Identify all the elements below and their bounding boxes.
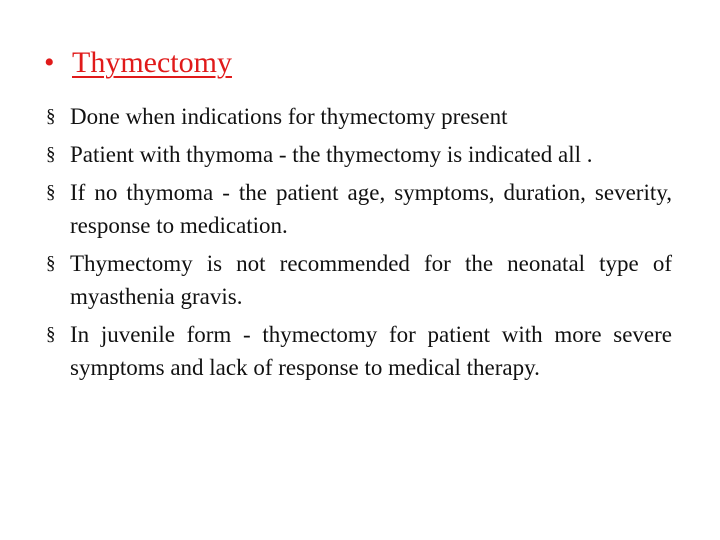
list-item-text: In juvenile form - thymectomy for patient with more severe symptoms and lack of response to medical therapy.: [70, 322, 672, 380]
list-item: [44, 247, 672, 313]
bullet-list: [44, 100, 672, 389]
list-item-text: Thymectomy is not recommended for the neonatal type of myasthenia gravis.: [70, 251, 672, 309]
slide-heading: [44, 44, 232, 82]
list-item: [44, 138, 672, 171]
list-item-text: Done when indications for thymectomy present: [70, 104, 508, 129]
list-item: [44, 100, 672, 133]
square-bullet-icon: §: [46, 144, 56, 165]
square-bullet-icon: §: [46, 106, 56, 127]
list-item-text: If no thymoma - the patient age, symptoms, duration, severity, response to medication.: [70, 180, 672, 238]
square-bullet-icon: §: [46, 253, 56, 274]
list-item: [44, 176, 672, 242]
square-bullet-icon: §: [46, 182, 56, 203]
square-bullet-icon: §: [46, 324, 56, 345]
list-item: [44, 318, 672, 384]
list-item-text: Patient with thymoma - the thymectomy is indicated all .: [70, 142, 593, 167]
heading-bullet: •: [44, 46, 55, 79]
heading-title: Thymectomy: [72, 46, 232, 79]
